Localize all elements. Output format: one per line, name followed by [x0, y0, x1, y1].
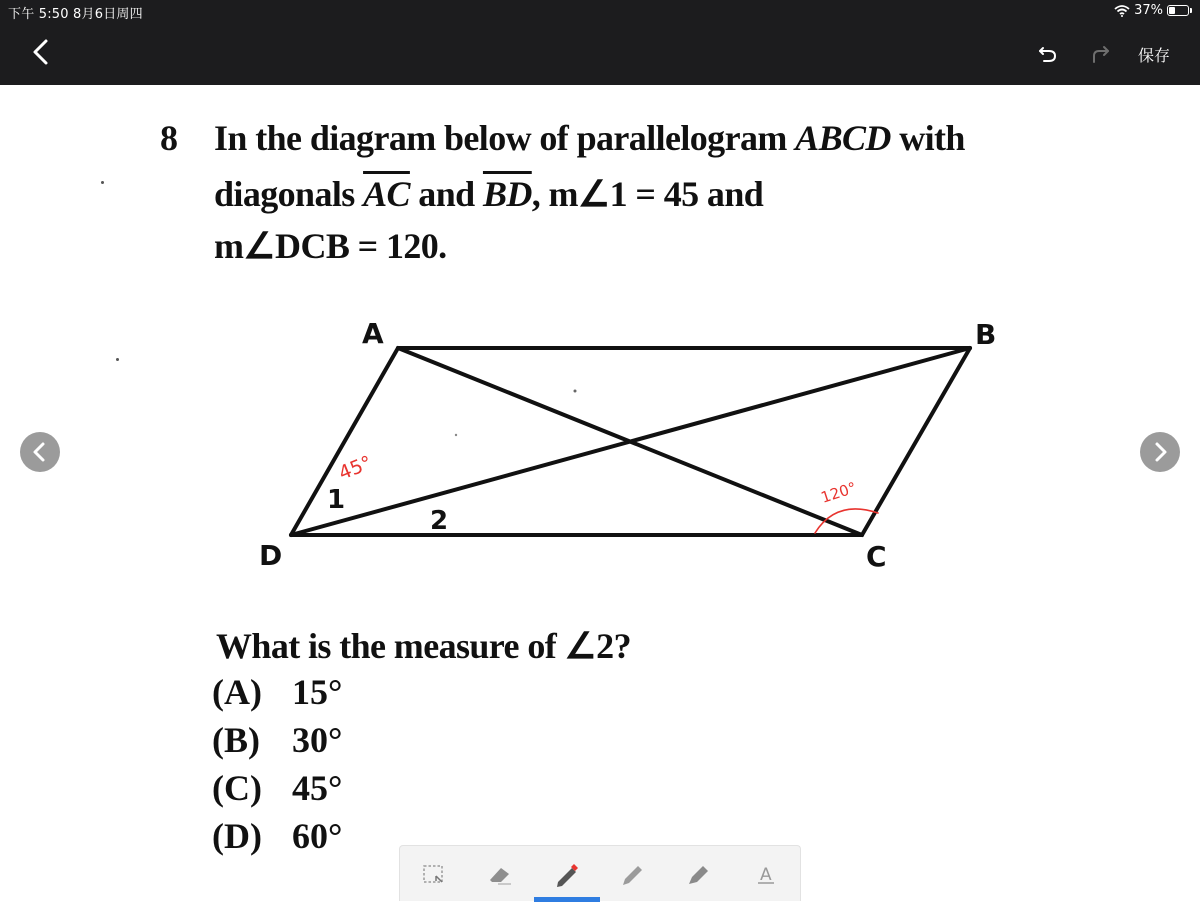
eraser-icon: [486, 860, 514, 888]
parallelogram-diagram: [0, 85, 1200, 605]
segment-bd: $\overline{BD}$: [482, 174, 532, 214]
question-line-3: m∠DCB = 120.: [214, 226, 447, 266]
undo-icon: [1036, 42, 1060, 66]
eraser-tool[interactable]: [486, 860, 514, 888]
scan-dot: [574, 390, 577, 393]
vertex-label-c: C: [866, 540, 887, 573]
text-tool[interactable]: [752, 860, 780, 888]
annotation-toolbar: [399, 845, 801, 901]
lasso-select-tool[interactable]: [420, 860, 448, 888]
previous-page-button[interactable]: [20, 432, 60, 472]
chevron-right-icon: [1140, 432, 1180, 472]
back-button[interactable]: [28, 38, 54, 68]
gray-marker-icon: [684, 860, 712, 888]
choice-letter: (D): [212, 816, 262, 856]
answer-choice-c: [212, 767, 342, 809]
document-page: [0, 85, 1200, 901]
choice-value: 60°: [292, 816, 343, 856]
side-bc: [862, 348, 970, 535]
annotation-120-degrees: 120°: [818, 478, 859, 507]
active-tool-indicator: [534, 897, 600, 902]
question-text: diagonals: [214, 174, 364, 214]
chevron-left-icon: [28, 38, 54, 68]
answer-choice-d: [212, 815, 342, 857]
diagonal-bd: [291, 348, 970, 535]
pencil-tool[interactable]: [618, 860, 646, 888]
parallelogram-name: ABCD: [795, 118, 891, 158]
vertex-label-d: D: [259, 539, 283, 572]
choice-value: 45°: [292, 768, 343, 808]
answer-choice-b: [212, 719, 342, 761]
battery-tip: [1190, 8, 1192, 13]
angle-label-2: 2: [430, 506, 449, 536]
wifi-icon: [1114, 5, 1130, 17]
question-prompt: What is the measure of ∠2?: [216, 626, 631, 666]
choice-letter: (B): [212, 720, 260, 760]
question-number: 8: [160, 118, 178, 158]
question-text: and: [409, 174, 483, 214]
redo-icon: [1089, 42, 1113, 66]
status-time-date: 下午 5:50 8月6日周四: [8, 7, 143, 22]
next-page-button[interactable]: [1140, 432, 1180, 472]
battery-percent: 37%: [1134, 3, 1163, 18]
choice-letter: (A): [212, 672, 262, 712]
choice-value: 30°: [292, 720, 343, 760]
lasso-select-icon: [420, 860, 448, 888]
battery-icon: [1167, 5, 1189, 16]
gray-marker-tool[interactable]: [684, 860, 712, 888]
red-marker-tool[interactable]: [552, 860, 580, 888]
status-indicators: [1114, 3, 1192, 18]
text-tool-icon: [752, 860, 780, 888]
choice-letter: (C): [212, 768, 262, 808]
question-text: , m∠1 = 45 and: [531, 174, 764, 214]
chevron-left-icon: [20, 432, 60, 472]
answer-choice-a: [212, 671, 342, 713]
question-text: with: [890, 118, 965, 158]
red-marker-icon: [552, 860, 580, 888]
redo-button[interactable]: [1089, 42, 1113, 66]
angle-label-1: 1: [327, 485, 346, 515]
choice-value: 15°: [292, 672, 343, 712]
annotation-45-degrees: 45°: [335, 451, 376, 485]
undo-button[interactable]: [1036, 42, 1060, 66]
vertex-label-b: B: [975, 318, 997, 351]
top-bar: [0, 0, 1200, 85]
save-button[interactable]: 保存: [1138, 46, 1171, 65]
vertex-label-a: A: [362, 317, 384, 350]
question-text: In the diagram below of parallelogram: [214, 118, 796, 158]
svg-text:A: A: [760, 865, 772, 885]
segment-ac: $\overline{AC}$: [363, 174, 410, 214]
pencil-icon: [618, 860, 646, 888]
scan-dot: [455, 434, 457, 436]
